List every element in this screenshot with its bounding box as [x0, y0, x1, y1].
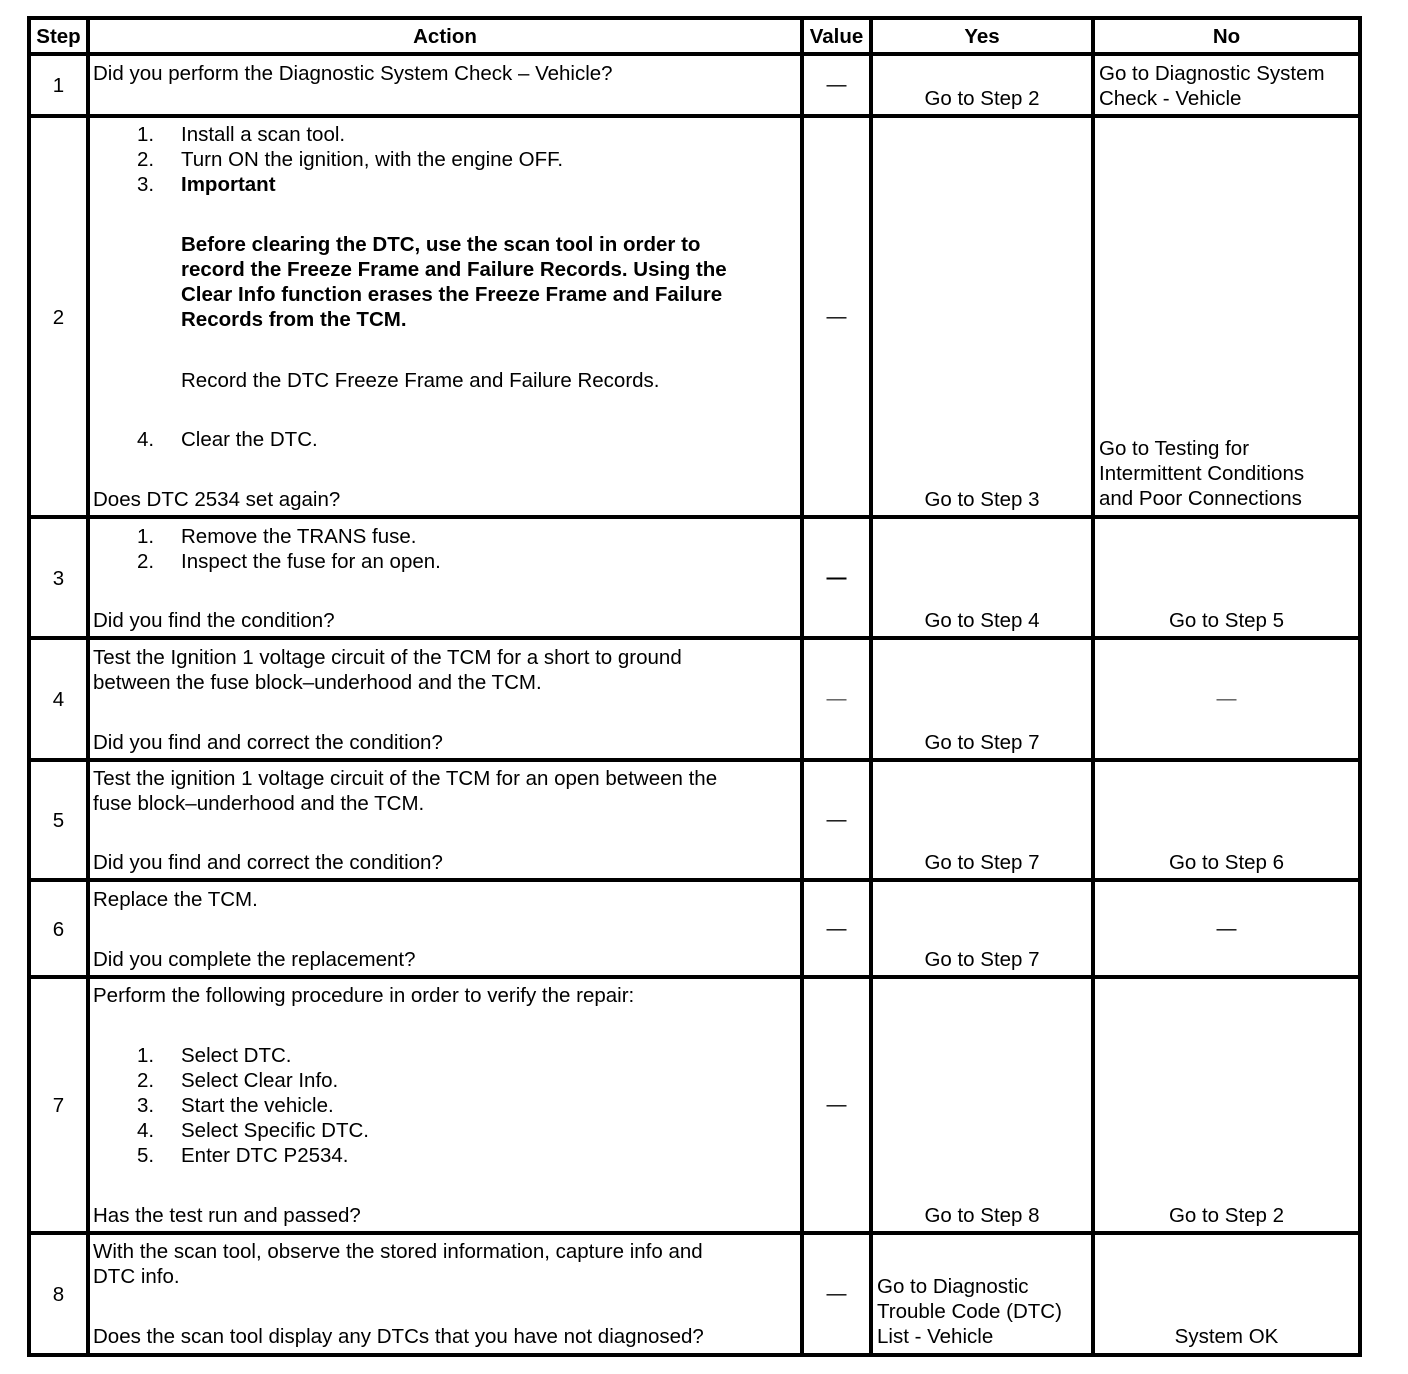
yes-cell: Go to Step 3 [924, 488, 1040, 511]
note-text: Record the DTC Freeze Frame and Failure Records. [181, 369, 660, 392]
step-number: 5 [52, 809, 65, 832]
step-number: 2 [52, 306, 65, 329]
action-text: DTC info. [93, 1265, 180, 1288]
action-question: Did you find the condition? [93, 609, 335, 632]
header-yes: Yes [964, 25, 1000, 48]
step-number: 4 [52, 688, 65, 711]
yes-cell: Go to Step 4 [924, 609, 1040, 632]
list-number: 3. [137, 1094, 155, 1117]
no-cell-line: Intermittent Conditions [1099, 462, 1305, 485]
action-question: Did you complete the replacement? [93, 948, 416, 971]
list-item: Turn ON the ignition, with the engine OFF. [181, 148, 564, 171]
important-label: Important [181, 173, 276, 196]
header-action: Action [413, 25, 477, 48]
list-number: 2. [137, 1069, 155, 1092]
no-cell-line: Go to Testing for [1099, 437, 1250, 460]
list-item: Start the vehicle. [181, 1094, 334, 1117]
no-cell: — [1216, 918, 1237, 940]
yes-cell-line: Trouble Code (DTC) [877, 1300, 1062, 1323]
list-number: 2. [137, 550, 155, 573]
list-item: Install a scan tool. [181, 123, 346, 146]
list-number: 1. [137, 1044, 155, 1067]
action-text: fuse block–underhood and the TCM. [93, 792, 425, 815]
action-question: Did you find and correct the condition? [93, 851, 443, 874]
header-step: Step [36, 25, 81, 48]
no-cell-line: Go to Diagnostic System [1099, 62, 1325, 85]
list-item: Select Clear Info. [181, 1069, 339, 1092]
list-item: Clear the DTC. [181, 428, 318, 451]
step-number: 8 [52, 1283, 65, 1306]
important-text: Records from the TCM. [181, 308, 407, 331]
list-item: Enter DTC P2534. [181, 1144, 349, 1167]
header-no: No [1212, 25, 1241, 48]
yes-cell: Go to Step 2 [924, 87, 1040, 110]
yes-cell: Go to Step 7 [924, 731, 1040, 754]
step-number: 3 [52, 567, 65, 590]
action-text: With the scan tool, observe the stored information, capture info and [93, 1240, 703, 1263]
action-text: Replace the TCM. [93, 888, 258, 911]
no-cell: — [1216, 688, 1237, 710]
list-number: 1. [137, 123, 155, 146]
yes-cell: Go to Step 7 [924, 948, 1040, 971]
list-number: 4. [137, 428, 155, 451]
action-text: Test the Ignition 1 voltage circuit of the TCM for a short to ground [93, 646, 682, 669]
list-number: 2. [137, 148, 155, 171]
list-number: 4. [137, 1119, 155, 1142]
value-cell: — [826, 567, 847, 589]
action-text: between the fuse block–underhood and the TCM. [93, 671, 542, 694]
important-text: record the Freeze Frame and Failure Records. Using the [181, 258, 727, 281]
action-question: Has the test run and passed? [93, 1204, 361, 1227]
action-question: Did you find and correct the condition? [93, 731, 443, 754]
no-cell: System OK [1174, 1325, 1279, 1348]
no-cell-line: and Poor Connections [1099, 487, 1302, 510]
header-value: Value [809, 25, 864, 48]
no-cell: Go to Step 5 [1168, 609, 1285, 632]
step-number: 6 [52, 918, 65, 941]
value-cell: — [826, 918, 847, 940]
list-item: Inspect the fuse for an open. [181, 550, 441, 573]
action-question: Does DTC 2534 set again? [93, 488, 341, 511]
step-number: 1 [52, 74, 65, 97]
important-text: Before clearing the DTC, use the scan tool in order to [181, 233, 701, 256]
yes-cell: Go to Step 7 [924, 851, 1040, 874]
list-number: 5. [137, 1144, 155, 1167]
step-number: 7 [52, 1094, 65, 1117]
action-text: Test the ignition 1 voltage circuit of the TCM for an open between the [93, 767, 718, 790]
no-cell: Go to Step 6 [1168, 851, 1285, 874]
value-cell: — [826, 1283, 847, 1305]
yes-cell: Go to Step 8 [924, 1204, 1040, 1227]
list-item: Select Specific DTC. [181, 1119, 369, 1142]
value-cell: — [826, 809, 847, 831]
yes-cell-line: List - Vehicle [877, 1325, 994, 1348]
list-item: Select DTC. [181, 1044, 292, 1067]
value-cell: — [826, 1094, 847, 1116]
important-text: Clear Info function erases the Freeze Frame and Failure [181, 283, 723, 306]
value-cell: — [826, 688, 847, 710]
list-number: 1. [137, 525, 155, 548]
action-question: Does the scan tool display any DTCs that you have not diagnosed? [93, 1325, 704, 1348]
action-intro: Perform the following procedure in order to verify the repair: [93, 984, 635, 1007]
no-cell: Go to Step 2 [1168, 1204, 1285, 1227]
yes-cell-line: Go to Diagnostic [877, 1275, 1029, 1298]
list-item: Remove the TRANS fuse. [181, 525, 417, 548]
list-number: 3. [137, 173, 155, 196]
no-cell-line: Check - Vehicle [1099, 87, 1242, 110]
action-question: Did you perform the Diagnostic System Check – Vehicle? [93, 62, 613, 85]
value-cell: — [826, 306, 847, 328]
value-cell: — [826, 74, 847, 96]
